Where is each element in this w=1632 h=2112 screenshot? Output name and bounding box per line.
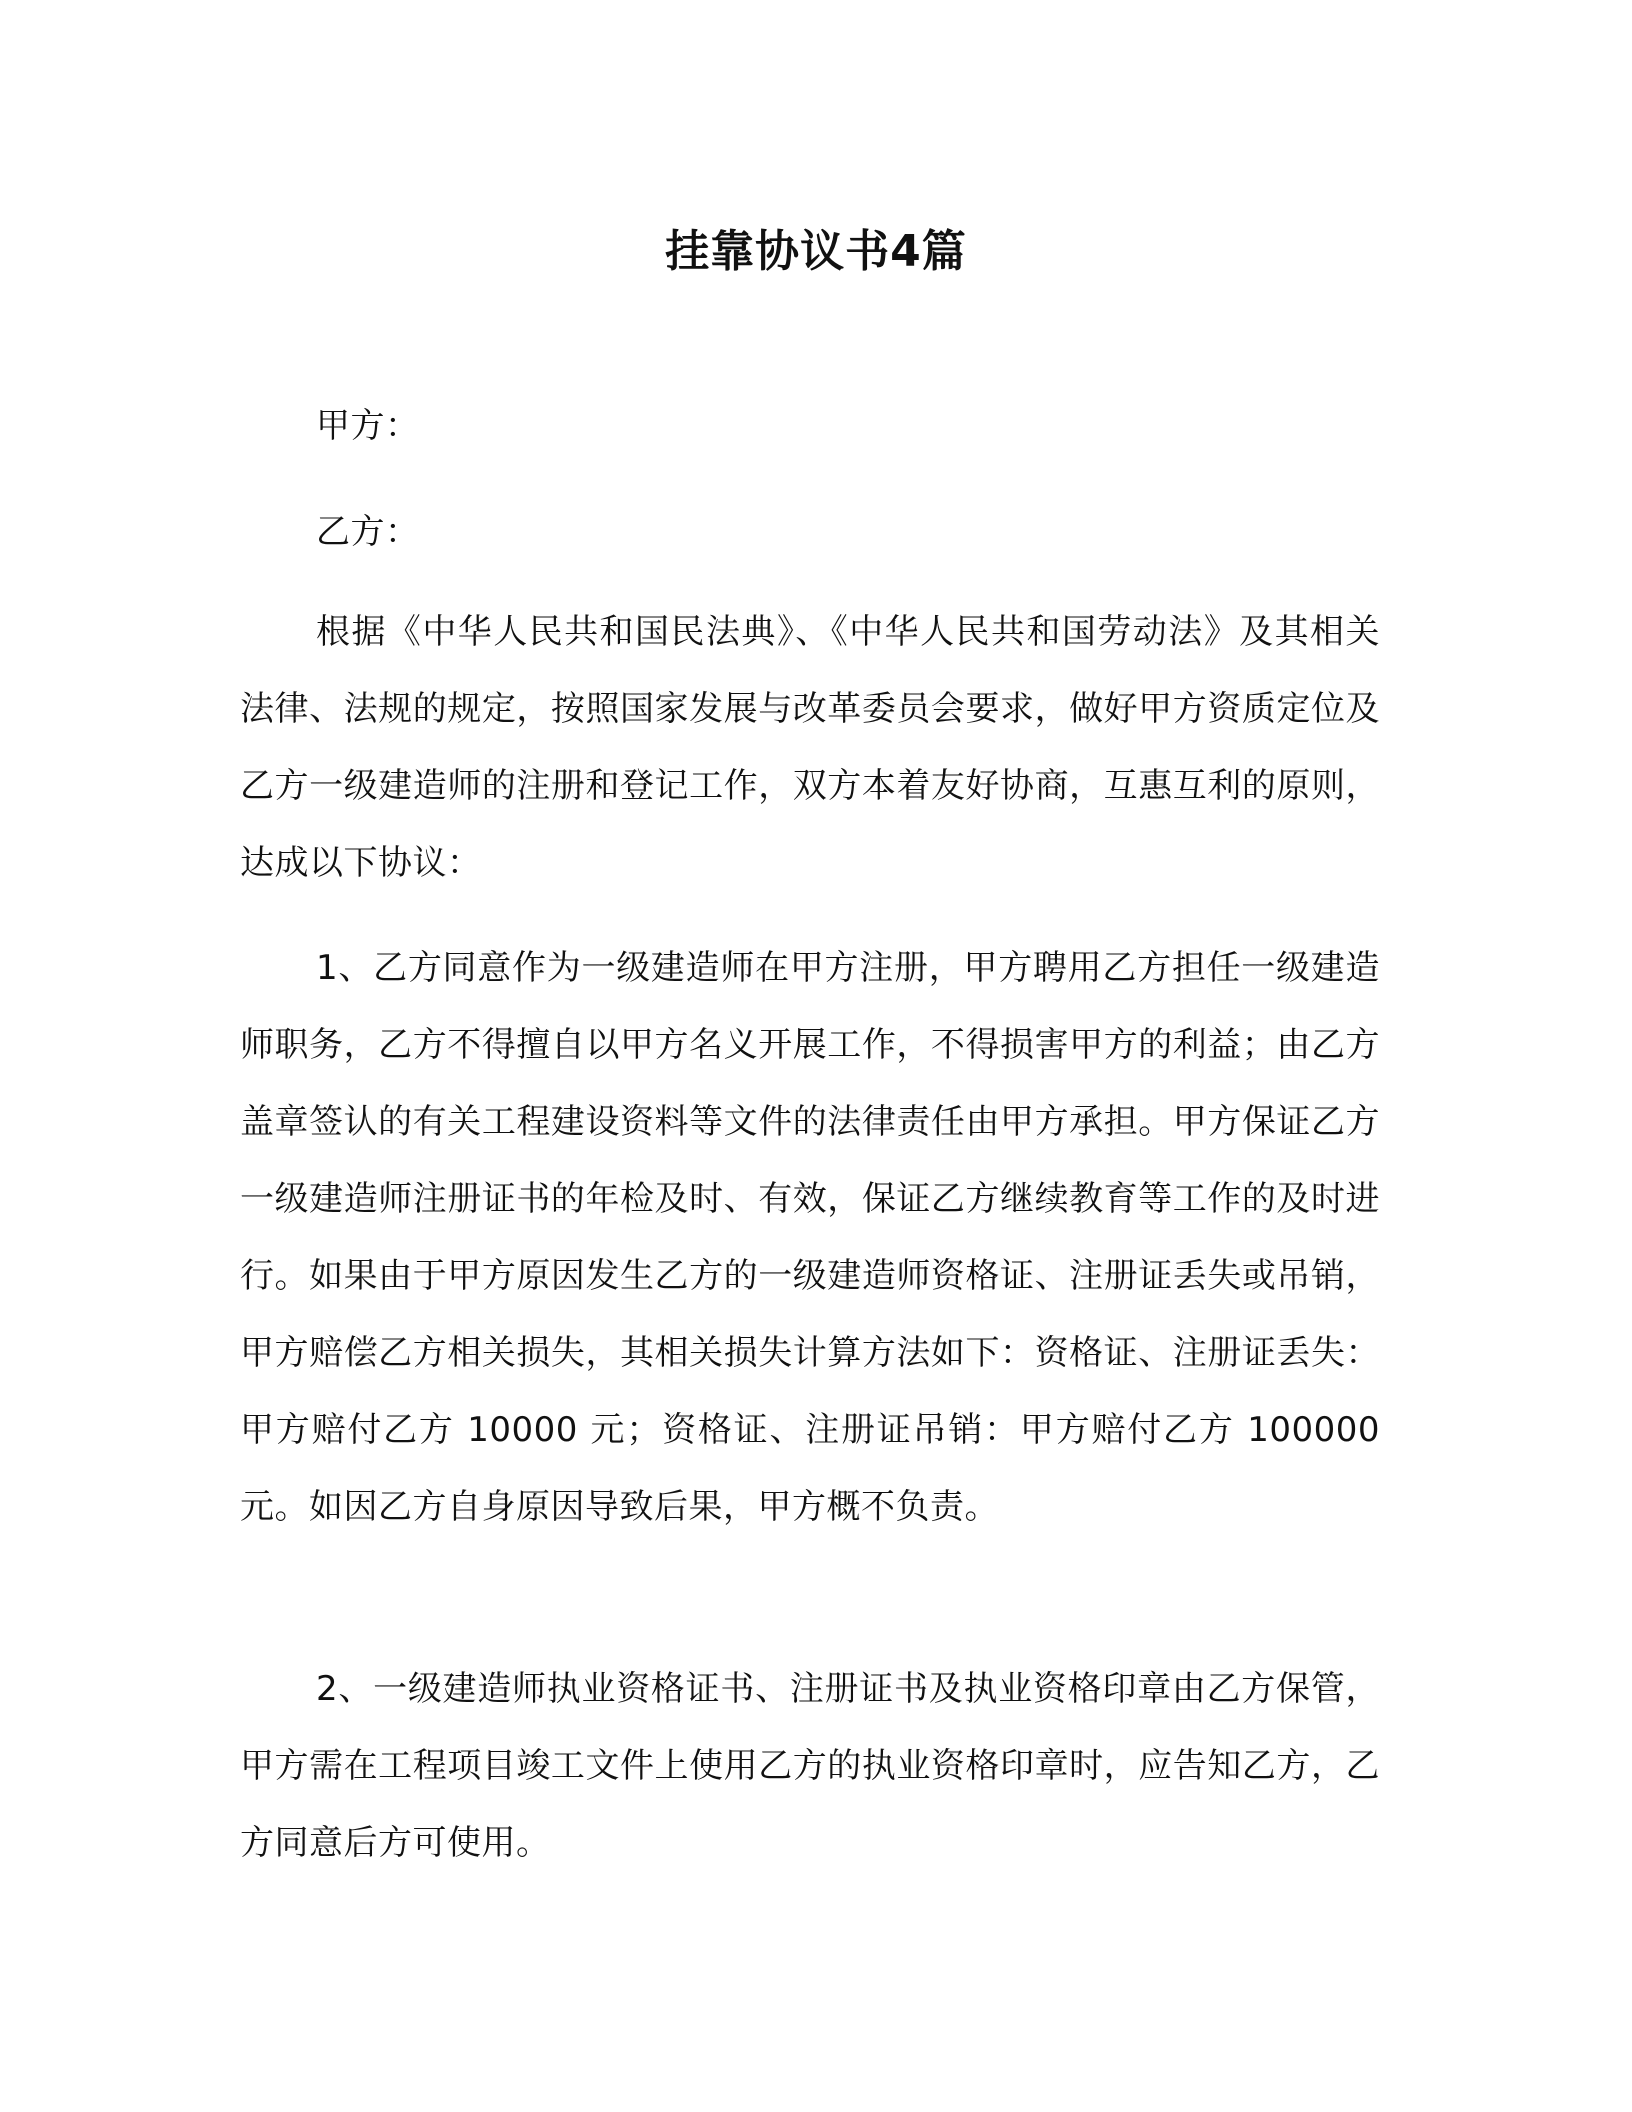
party-a-label: 甲方： <box>316 406 420 446</box>
clause-2-paragraph: 2、一级建造师执业资格证书、注册证书及执业资格印章由乙方保管，甲方需在工程项目竣工文件上使用乙方的执业资格印章时，应告知乙方，乙方同意后方可使用。 <box>240 1669 1380 1863</box>
intro-paragraph: 根据《中华人民共和国民法典》、《中华人民共和国劳动法》及其相关法律、法规的规定，按照国家发展与改革委员会要求，做好甲方资质定位及乙方一级建造师的注册和登记工作，双方本着友好协商，互惠互利的原则，达成以下协议： <box>240 612 1380 883</box>
document-title: 挂靠协议书4篇 <box>665 226 967 277</box>
party-b-label: 乙方： <box>316 512 420 552</box>
clause-1-paragraph: 1、乙方同意作为一级建造师在甲方注册，甲方聘用乙方担任一级建造师职务，乙方不得擅自以甲方名义开展工作，不得损害甲方的利益；由乙方盖章签认的有关工程建设资料等文件的法律责任由甲方承担。甲方保证乙方一级建造师注册证书的年检及时、有效，保证乙方继续教育等工作的及时进行。如果由于甲方原因发生乙方的一级建造师资格证、注册证丢失或吊销，甲方赔偿乙方相关损失，其相关损失计算方法如下：资格证、注册证丢失：甲方赔付乙方 10000 元；资格证、注册证吊销：甲方赔付乙方 100000 元。如因乙方自身原因导致后果，甲方概不负责。 <box>240 948 1380 1527</box>
